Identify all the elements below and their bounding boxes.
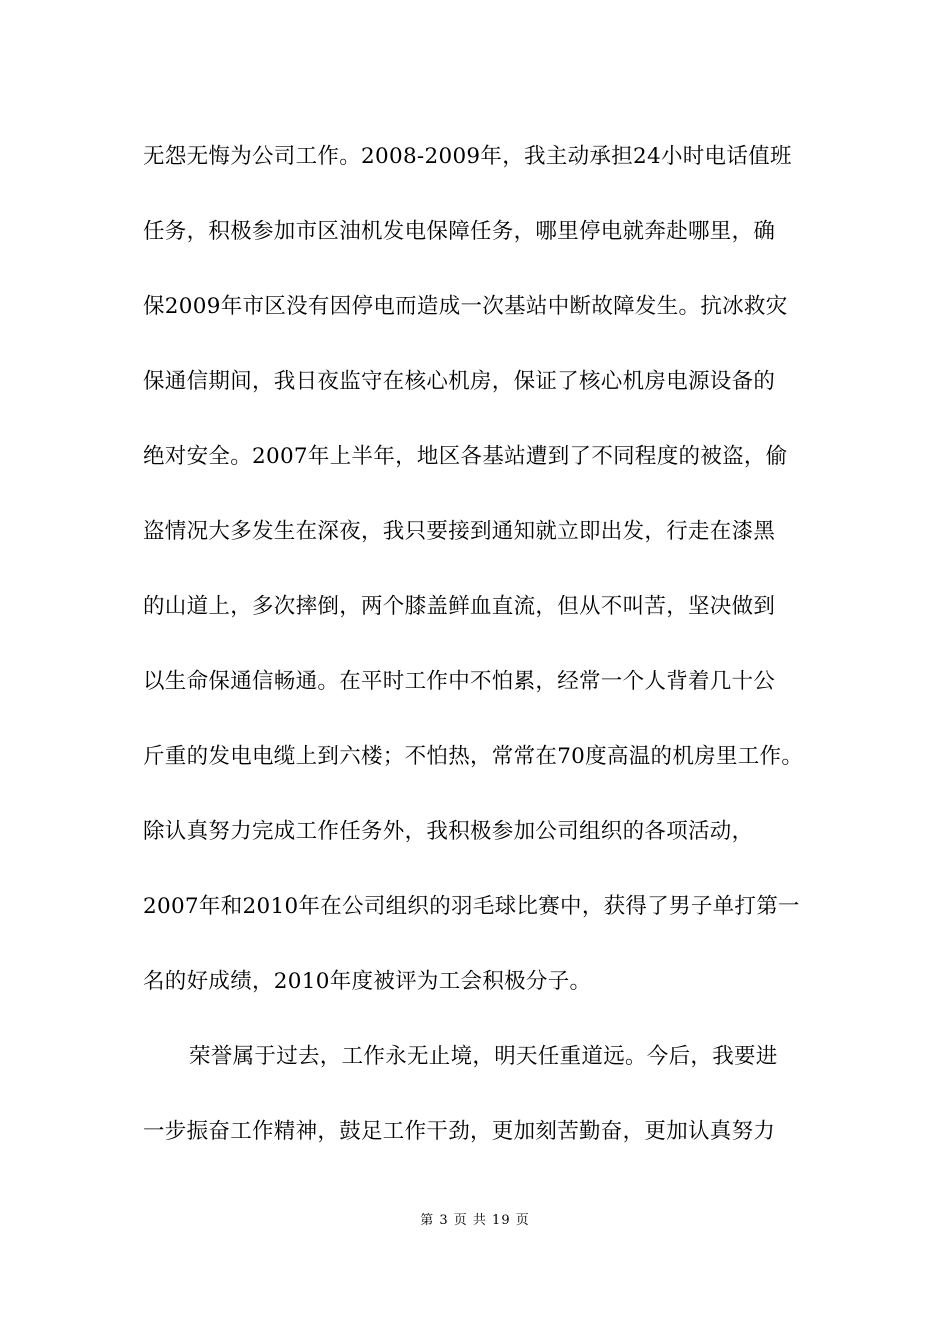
text-line: 无怨无悔为公司工作。2008-2009年，我主动承担24小时电话值班 bbox=[143, 144, 792, 169]
text-line: 除认真努力完成工作任务外，我积极参加公司组织的各项活动， bbox=[143, 819, 754, 844]
paragraph-start-line: 荣誉属于过去，工作永无止境，明天任重道远。今后，我要进 bbox=[189, 1044, 778, 1069]
text-line: 的山道上，多次摔倒，两个膝盖鲜血直流，但从不叫苦，坚决做到 bbox=[143, 594, 776, 619]
text-line: 一步振奋工作精神，鼓足工作干劲，更加刻苦勤奋，更加认真努力 bbox=[143, 1119, 776, 1144]
text-line: 绝对安全。2007年上半年，地区各基站遭到了不同程度的被盗，偷 bbox=[143, 444, 788, 469]
text-line: 保2009年市区没有因停电而造成一次基站中断故障发生。抗冰救灾 bbox=[143, 294, 788, 319]
body-text bbox=[143, 134, 823, 1184]
text-line: 2007年和2010年在公司组织的羽毛球比赛中，获得了男子单打第一 bbox=[143, 894, 800, 919]
text-line: 斤重的发电电缆上到六楼；不怕热，常常在70度高温的机房里工作。 bbox=[143, 744, 804, 769]
text-line: 任务，积极参加市区油机发电保障任务，哪里停电就奔赴哪里，确 bbox=[143, 219, 776, 244]
text-line: 名的好成绩，2010年度被评为工会积极分子。 bbox=[143, 969, 592, 994]
text-line: 以生命保通信畅通。在平时工作中不怕累，经常一个人背着几十公 bbox=[143, 669, 776, 694]
page-number-footer: 第 3 页 共 19 页 bbox=[420, 1213, 530, 1228]
text-line: 保通信期间，我日夜监守在核心机房，保证了核心机房电源设备的 bbox=[143, 369, 776, 394]
text-line: 盗情况大多发生在深夜，我只要接到通知就立即出发，行走在漆黑 bbox=[143, 519, 776, 544]
